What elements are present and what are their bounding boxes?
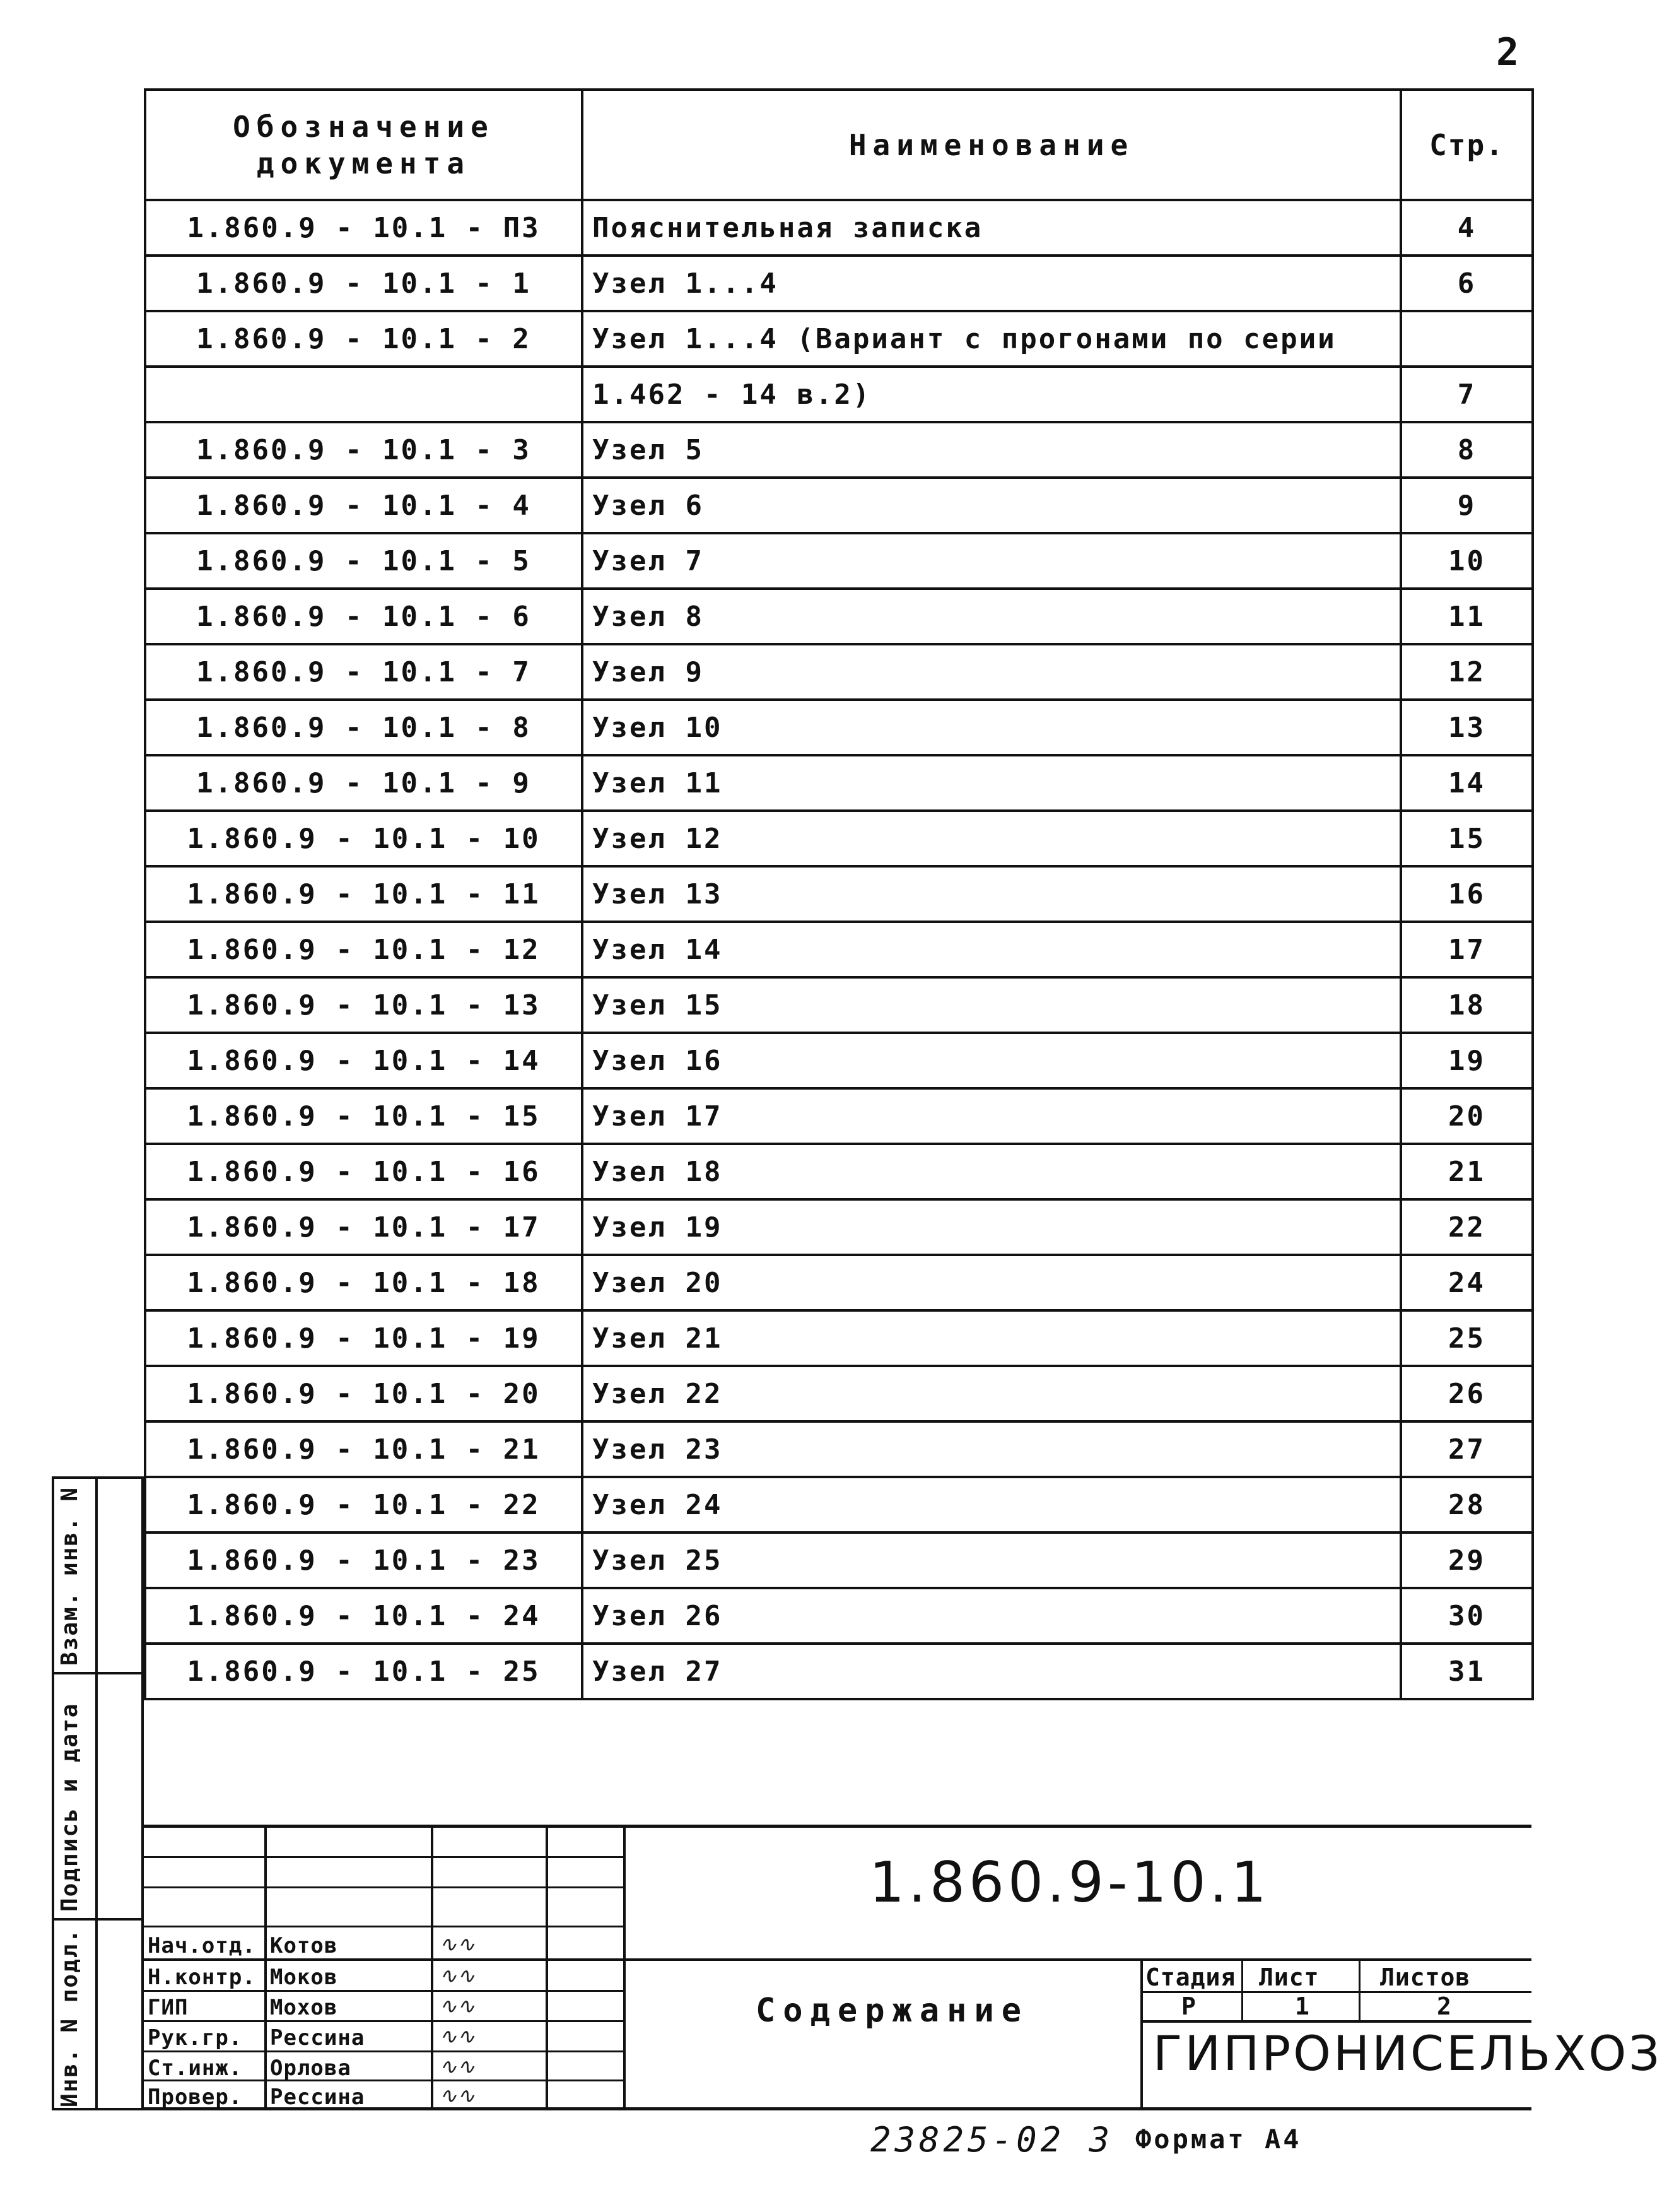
row-name: Узел 11 [582,755,1401,811]
row-code: 1.860.9 - 10.1 - 1 [145,256,582,311]
table-row [145,1255,1533,1310]
row-code: 1.860.9 - 10.1 - 2 [145,311,582,367]
staff-role: Ст.инж. [148,2056,243,2081]
signature-scribble: ∿∿ [439,1932,475,1957]
table-row [145,589,1533,644]
table-row [145,700,1533,755]
row-code: 1.860.9 - 10.1 - 17 [145,1199,582,1255]
table-row [145,977,1533,1033]
sheet-value: 1 [1295,1992,1310,2020]
row-code: 1.860.9 - 10.1 - 5 [145,533,582,589]
table-row [145,1644,1533,1699]
row-name: Узел 1...4 [582,256,1401,311]
row-name: Узел 22 [582,1366,1401,1421]
row-name: Узел 21 [582,1310,1401,1366]
table-row [145,533,1533,589]
table-row [145,644,1533,700]
row-code: 1.860.9 - 10.1 - 24 [145,1588,582,1644]
table-row [145,1366,1533,1421]
table-row [145,1533,1533,1588]
row-name: Узел 18 [582,1144,1401,1199]
row-name: Узел 13 [582,866,1401,922]
row-page: 10 [1401,533,1533,589]
row-page: 11 [1401,589,1533,644]
side-stamp [52,1476,144,2110]
stage-label: Стадия [1145,1963,1236,1991]
staff-name: Рессина [270,2085,365,2110]
row-code: 1.860.9 - 10.1 - 4 [145,478,582,533]
row-name: Узел 20 [582,1255,1401,1310]
row-page: 4 [1401,200,1533,256]
row-code: 1.860.9 - 10.1 - 20 [145,1366,582,1421]
archive-code: 23825-02 3 [870,2120,1114,2160]
row-code: 1.860.9 - 10.1 - 21 [145,1421,582,1477]
table-row [145,866,1533,922]
title-block [144,1825,1662,2110]
row-code [145,367,582,422]
signature-scribble: ∿∿ [439,2054,475,2080]
sheets-label: Листов [1380,1963,1471,1991]
staff-name: Рессина [270,2025,365,2050]
row-page: 12 [1401,644,1533,700]
replace-inv-label: Взам. инв. N [57,1486,83,1666]
row-page: 30 [1401,1588,1533,1644]
row-name: Узел 23 [582,1421,1401,1477]
row-page: 21 [1401,1144,1533,1199]
row-page: 6 [1401,256,1533,311]
header-page: Стр. [1401,90,1533,200]
table-row [145,811,1533,866]
staff-name: Котов [270,1933,338,1958]
table-row [145,200,1533,256]
row-page: 17 [1401,922,1533,977]
row-page: 22 [1401,1199,1533,1255]
row-code: 1.860.9 - 10.1 - 16 [145,1144,582,1199]
row-name: Узел 5 [582,422,1401,478]
row-name: Узел 24 [582,1477,1401,1533]
row-name: Узел 9 [582,644,1401,700]
row-name: Узел 1...4 (Вариант с прогонами по серии [582,311,1401,367]
row-code: 1.860.9 - 10.1 - 23 [145,1533,582,1588]
row-page: 14 [1401,755,1533,811]
staff-role: Нач.отд. [148,1933,256,1958]
row-code: 1.860.9 - 10.1 - 9 [145,755,582,811]
staff-name: Моков [270,1965,338,1990]
row-page: 25 [1401,1310,1533,1366]
row-page: 28 [1401,1477,1533,1533]
stage-value: Р [1181,1992,1197,2020]
row-page: 13 [1401,700,1533,755]
table-row [145,922,1533,977]
staff-role: Н.контр. [148,1965,256,1990]
row-name: Узел 16 [582,1033,1401,1088]
row-code: 1.860.9 - 10.1 - 15 [145,1088,582,1144]
row-name: Узел 26 [582,1588,1401,1644]
row-code: 1.860.9 - 10.1 - 22 [145,1477,582,1533]
table-row [145,1477,1533,1533]
row-page: 9 [1401,478,1533,533]
table-row [145,1144,1533,1199]
row-code: 1.860.9 - 10.1 - 8 [145,700,582,755]
row-name: Пояснительная записка [582,200,1401,256]
row-code: 1.860.9 - 10.1 - 19 [145,1310,582,1366]
row-page: 7 [1401,367,1533,422]
table-row [145,422,1533,478]
row-code: 1.860.9 - 10.1 - 3 [145,422,582,478]
sheets-value: 2 [1437,1992,1452,2020]
row-page: 29 [1401,1533,1533,1588]
staff-role: Рук.гр. [148,2025,243,2050]
table-row [145,1088,1533,1144]
row-code: 1.860.9 - 10.1 - 13 [145,977,582,1033]
staff-name: Мохов [270,1995,338,2020]
table-row [145,1033,1533,1088]
row-name: Узел 7 [582,533,1401,589]
row-code: 1.860.9 - 10.1 - 10 [145,811,582,866]
table-row [145,311,1533,367]
row-code: 1.860.9 - 10.1 - 14 [145,1033,582,1088]
table-header-row [145,90,1533,200]
row-page: 26 [1401,1366,1533,1421]
row-name: Узел 8 [582,589,1401,644]
format-label: Формат А4 [1135,2124,1302,2155]
signature-scribble: ∿∿ [439,2083,475,2109]
sheet-label: Лист [1259,1963,1320,1991]
row-name: Узел 14 [582,922,1401,977]
header-designation: Обозначение документа [145,90,582,200]
row-name: 1.462 - 14 в.2) [582,367,1401,422]
inv-no-label: Инв. N подл. [57,1927,83,2107]
row-name: Узел 15 [582,977,1401,1033]
header-name: Наименование [582,90,1401,200]
row-code: 1.860.9 - 10.1 - 11 [145,866,582,922]
row-page: 24 [1401,1255,1533,1310]
row-name: Узел 19 [582,1199,1401,1255]
table-row [145,755,1533,811]
staff-role: ГИП [148,1995,189,2020]
row-name: Узел 12 [582,811,1401,866]
row-name: Узел 6 [582,478,1401,533]
row-page: 27 [1401,1421,1533,1477]
row-code: 1.860.9 - 10.1 - 12 [145,922,582,977]
row-code: 1.860.9 - 10.1 - 7 [145,644,582,700]
table-row [145,1421,1533,1477]
row-page [1401,311,1533,367]
staff-name: Орлова [270,2056,351,2081]
staff-role: Провер. [148,2085,243,2110]
row-name: Узел 27 [582,1644,1401,1699]
row-code: 1.860.9 - 10.1 - 18 [145,1255,582,1310]
table-row [145,1588,1533,1644]
table-row [145,367,1533,422]
row-page: 19 [1401,1033,1533,1088]
signature-scribble: ∿∿ [439,1963,475,1989]
row-page: 31 [1401,1644,1533,1699]
row-name: Узел 25 [582,1533,1401,1588]
row-page: 20 [1401,1088,1533,1144]
row-code: 1.860.9 - 10.1 - 25 [145,1644,582,1699]
signature-scribble: ∿∿ [439,2024,475,2049]
row-name: Узел 17 [582,1088,1401,1144]
row-page: 8 [1401,422,1533,478]
table-row [145,1199,1533,1255]
table-row [145,478,1533,533]
sheet-title: Содержание [756,1992,1029,2030]
row-name: Узел 10 [582,700,1401,755]
signature-scribble: ∿∿ [439,1994,475,2019]
organization-name: ГИПРОНИСЕЛЬХОЗ [1153,2025,1662,2081]
row-page: 16 [1401,866,1533,922]
table-row [145,256,1533,311]
row-code: 1.860.9 - 10.1 - 6 [145,589,582,644]
row-code: 1.860.9 - 10.1 - ПЗ [145,200,582,256]
table-body [145,200,1533,1699]
contents-table [144,88,1534,1700]
document-code: 1.860.9-10.1 [869,1850,1270,1915]
page-number: 2 [1496,30,1519,74]
row-page: 15 [1401,811,1533,866]
row-page: 18 [1401,977,1533,1033]
table-row [145,1310,1533,1366]
signature-date-label: Подпись и дата [57,1702,83,1912]
